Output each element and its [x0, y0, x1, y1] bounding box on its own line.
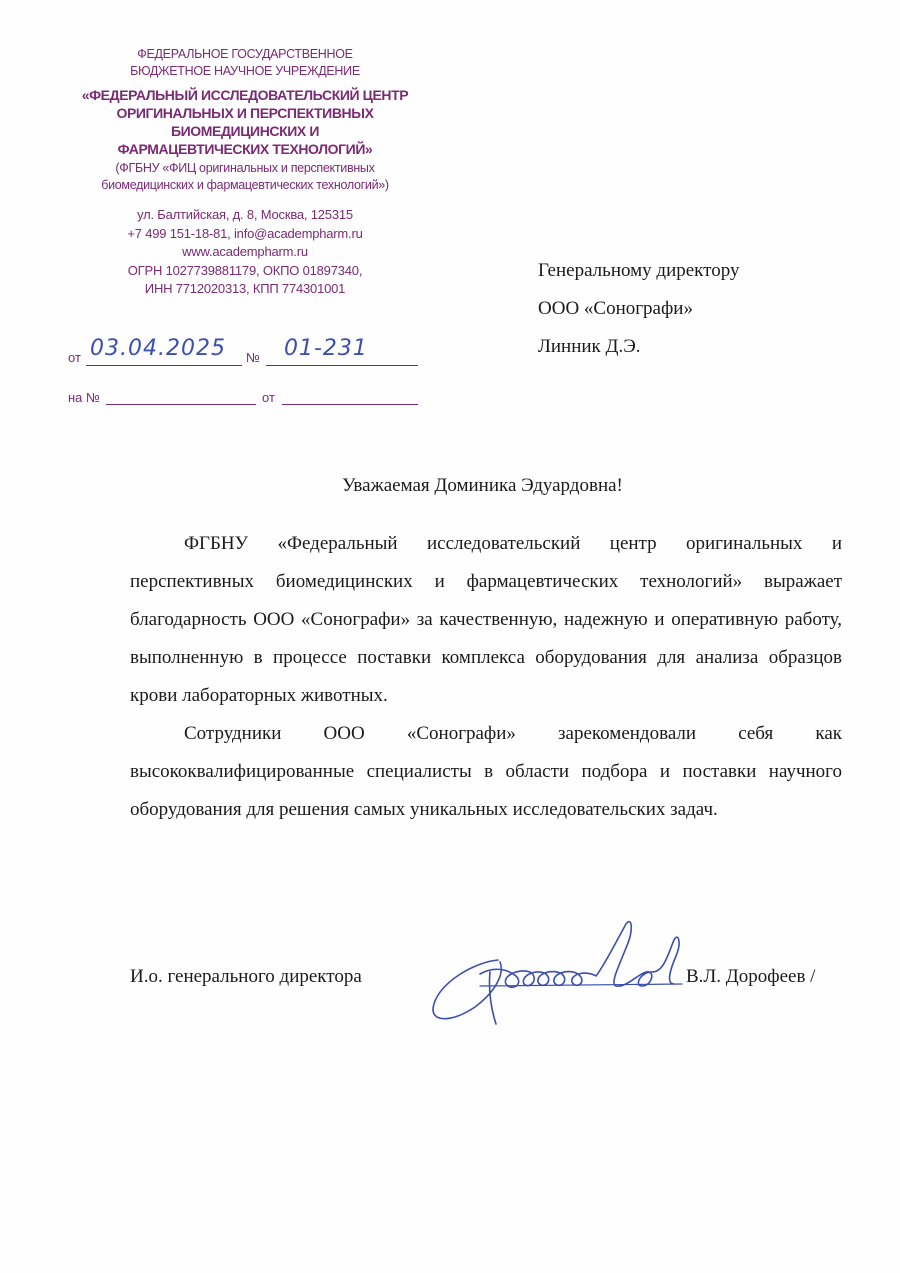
letter-body — [130, 525, 842, 829]
contact-line: +7 499 151-18-81, info@academpharm.ru — [127, 225, 363, 241]
addressee — [538, 252, 739, 366]
reference-date-label: от — [262, 390, 275, 405]
number-underline — [266, 365, 418, 366]
signatory-name: В.Л. Дорофеев / — [686, 966, 816, 987]
letterhead-line1: ФЕДЕРАЛЬНОЕ ГОСУДАРСТВЕННОЕ — [137, 47, 353, 61]
organization-name-line: ФАРМАЦЕВТИЧЕСКИХ ТЕХНОЛОГИЙ» — [117, 141, 373, 157]
addressee-position: Генеральному директору — [538, 260, 740, 281]
body-paragraph: ФГБНУ «Федеральный исследовательский центр оригинальных и перспективных биомедицинских и фармацевтических технологий» выражает благодарность ООО «Сонографи» за качественную, надежную и оперативную работу, выполненную в процессе поставки комплекса оборудования для анализа образцов крови лабораторных животных. — [130, 533, 842, 706]
organization-abbreviation — [50, 160, 440, 194]
number-label: № — [246, 350, 260, 365]
contact-line: www.academpharm.ru — [182, 244, 308, 259]
handwritten-date: 03.04.2025 — [90, 336, 226, 361]
organization-abbreviation-line: биомедицинских и фармацевтических технологий») — [101, 178, 389, 192]
letterhead — [50, 46, 440, 299]
organization-name-line: «ФЕДЕРАЛЬНЫЙ ИССЛЕДОВАТЕЛЬСКИЙ ЦЕНТР — [81, 87, 409, 103]
contact-line: ул. Балтийская, д. 8, Москва, 125315 — [137, 207, 353, 222]
addressee-name: Линник Д.Э. — [538, 336, 641, 357]
body-paragraph: Сотрудники ООО «Сонографи» зарекомендовали себя как высококвалифицированные специалисты в области подбора и поставки научного оборудования для решения самых уникальных исследовательских задач. — [130, 723, 842, 820]
from-date-label: от — [68, 350, 81, 365]
reference-number-underline — [106, 404, 256, 405]
signatory-title: И.о. генерального директора — [130, 966, 362, 987]
reference-number-label: на № — [68, 390, 100, 405]
addressee-company: ООО «Сонографи» — [538, 298, 693, 319]
organization-name — [50, 86, 440, 158]
letterhead-line2: БЮДЖЕТНОЕ НАУЧНОЕ УЧРЕЖДЕНИЕ — [130, 64, 360, 78]
handwritten-signature — [420, 912, 700, 1042]
contact-line: ОГРН 1027739881179, ОКПО 01897340, — [127, 262, 363, 278]
organization-contacts — [50, 206, 440, 299]
reference-date-underline — [282, 404, 418, 405]
organization-abbreviation-line: (ФГБНУ «ФИЦ оригинальных и перспективных — [115, 161, 375, 175]
organization-name-line: ОРИГИНАЛЬНЫХ И ПЕРСПЕКТИВНЫХ — [116, 105, 374, 121]
handwritten-number: 01-231 — [284, 336, 368, 361]
organization-name-line: БИОМЕДИЦИНСКИХ И — [170, 123, 320, 139]
salutation: Уважаемая Доминика Эдуардовна! — [342, 475, 623, 496]
from-date-underline — [86, 365, 242, 366]
contact-line: ИНН 7712020313, КПП 774301001 — [144, 281, 346, 296]
